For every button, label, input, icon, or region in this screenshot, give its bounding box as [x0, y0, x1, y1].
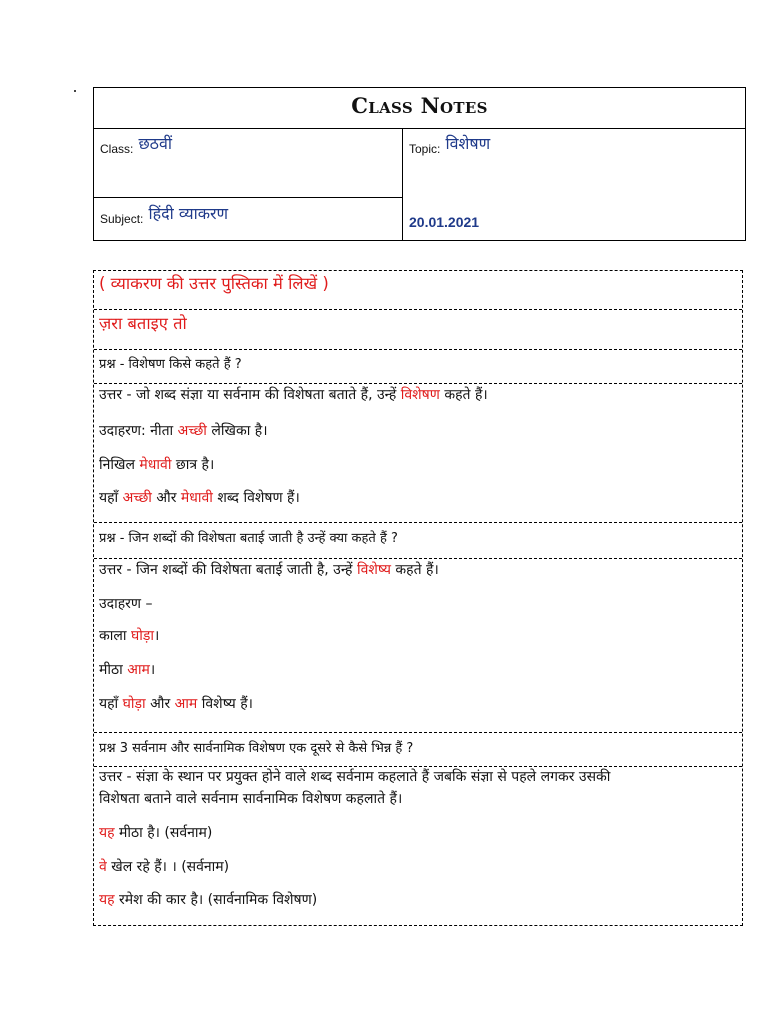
example-text: मीठा: [99, 662, 128, 678]
title-row: [94, 88, 745, 129]
example-text: उदाहरण: नीता: [99, 423, 178, 439]
example-highlight: आम: [174, 696, 198, 712]
example-text: और: [151, 490, 181, 506]
example-highlight: घोड़ा: [130, 628, 154, 644]
answer-3-example-3: [99, 890, 737, 910]
subject-value: हिंदी व्याकरण: [148, 204, 229, 223]
topic-cell: [403, 128, 745, 198]
example-highlight: यह: [99, 825, 115, 841]
subject-label: Subject:: [100, 212, 144, 226]
example-text: यहाँ: [99, 696, 123, 712]
question-1: प्रश्न - विशेषण किसे कहते हैं ?: [99, 357, 242, 372]
answer-2-example-2: [99, 660, 737, 680]
answer-2-highlight: विशेष्य: [356, 562, 391, 578]
answer-1-pre: उत्तर - जो शब्द संज्ञा या सर्वनाम की विशेषता बताते हैं, उन्हें: [99, 387, 401, 403]
example-highlight: आम: [127, 662, 150, 678]
example-highlight: अच्छी: [177, 423, 207, 439]
instruction-text: ( व्याकरण की उत्तर पुस्तिका में लिखें ): [99, 274, 329, 293]
answer-2-post: कहते हैं।: [390, 562, 439, 578]
answer-2-pre: उत्तर - जिन शब्दों की विशेषता बताई जाती है, उन्हें: [99, 562, 357, 578]
class-notes-header: [93, 87, 746, 241]
stray-dot: [74, 90, 76, 92]
class-label: Class:: [100, 142, 134, 156]
example-text: शब्द विशेषण हैं।: [212, 490, 300, 506]
example-highlight: मेधावी: [139, 457, 172, 473]
example-highlight: घोड़ा: [122, 696, 146, 712]
answer-1-section: [94, 384, 742, 523]
example-text: लेखिका है।: [206, 423, 268, 439]
example-text: छात्र है।: [171, 457, 215, 473]
instruction-section: [94, 271, 742, 310]
example-highlight: मेधावी: [180, 490, 213, 506]
date-cell: [403, 198, 745, 240]
section-heading: ज़रा बताइए तो: [99, 314, 187, 333]
example-text: मीठा है। (सर्वनाम): [114, 825, 213, 841]
question-2-section: [94, 523, 742, 559]
example-text: ।: [153, 628, 160, 644]
example-highlight: यह: [99, 892, 115, 908]
example-text: काला: [99, 628, 131, 644]
answer-3-line-2: विशेषता बताने वाले सर्वनाम सार्वनामिक विशेषण कहलाते हैं।: [99, 791, 403, 807]
example-highlight: अच्छी: [122, 490, 152, 506]
answer-2-section: [94, 559, 742, 733]
example-text: निखिल: [99, 457, 140, 473]
example-text: खेल रहे हैं। । (सर्वनाम): [106, 859, 230, 875]
class-value: छठवीं: [138, 134, 172, 153]
example-text: रमेश की कार है। (सार्वनामिक विशेषण): [114, 892, 318, 908]
answer-3-example-2: [99, 857, 737, 877]
answer-2-example-1: [99, 626, 737, 646]
answer-1-highlight: विशेषण: [400, 387, 440, 403]
notes-box: [93, 270, 743, 926]
question-1-section: [94, 350, 742, 384]
example-text: विशेष्य हैं।: [197, 696, 253, 712]
answer-1-post: कहते हैं।: [439, 387, 488, 403]
answer-2-example-label: उदाहरण –: [99, 596, 153, 612]
answer-1-example-1: [99, 421, 737, 441]
answer-3-example-1: [99, 823, 737, 843]
question-2: प्रश्न - जिन शब्दों की विशेषता बताई जाती है उन्हें क्या कहते हैं ?: [99, 531, 398, 546]
topic-label: Topic:: [409, 142, 441, 156]
example-highlight: वे: [99, 859, 107, 875]
subject-cell: [94, 198, 403, 240]
answer-1-text: [99, 385, 737, 405]
answer-3-line-1: उत्तर - संज्ञा के स्थान पर प्रयुक्त होने वाले शब्द सर्वनाम कहलाते हैं जबकि संज्ञा से पहले लगकर उसकी: [99, 769, 611, 785]
heading-section: [94, 310, 742, 350]
example-text: यहाँ: [99, 490, 123, 506]
date-value: 20.01.2021: [409, 214, 480, 230]
example-text: ।: [149, 662, 156, 678]
answer-1-example-2: [99, 455, 737, 475]
example-text: और: [145, 696, 175, 712]
answer-2-example-3: [99, 694, 737, 714]
answer-2-text: [99, 560, 737, 580]
question-3-section: [94, 733, 742, 767]
class-cell: [94, 128, 403, 198]
topic-value: विशेषण: [445, 134, 491, 153]
question-3: प्रश्न 3 सर्वनाम और सार्वनामिक विशेषण एक दूसरे से कैसे भिन्न हैं ?: [99, 741, 414, 756]
answer-1-example-3: [99, 488, 737, 508]
page-title: Class Notes: [351, 93, 488, 118]
answer-3-section: [94, 767, 742, 925]
